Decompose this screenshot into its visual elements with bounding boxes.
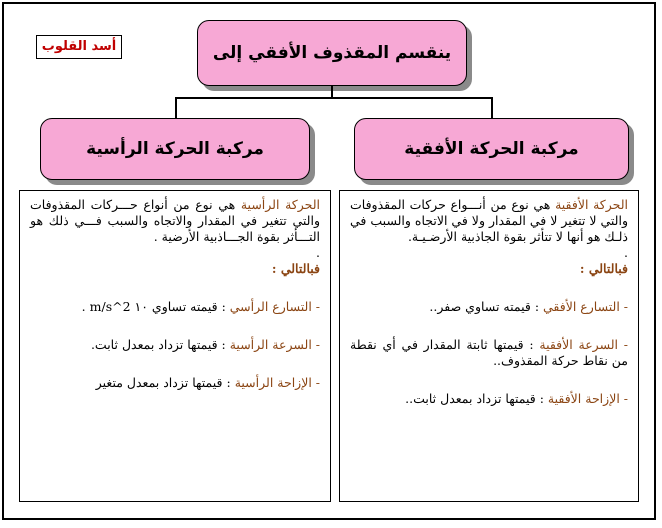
- vertical-motion-panel: [19, 190, 331, 502]
- vertical-item-term: - السرعة الرأسية: [229, 337, 320, 352]
- horizontal-heading: فبالتالي :: [579, 261, 628, 276]
- vertical-item-term: - التسارع الرأسي: [229, 299, 320, 314]
- vertical-item: [30, 375, 320, 391]
- vertical-item-term: - الإزاحة الرأسية: [234, 375, 320, 390]
- horizontal-intro-term: الحركة الأفقية: [555, 197, 628, 212]
- author-stamp: أسد القلوب: [36, 35, 122, 59]
- vertical-item-text: : قيمتها تزداد بمعدل متغير: [95, 375, 235, 390]
- horizontal-item: [350, 391, 628, 407]
- vertical-heading: فبالتالي :: [271, 261, 320, 276]
- vertical-dot: .: [316, 245, 320, 260]
- vertical-intro-term: الحركة الرأسية: [240, 197, 320, 212]
- horizontal-item-text: : قيمته تساوي صفر..: [429, 299, 543, 314]
- branch-vertical-motion: [40, 118, 310, 180]
- connector-vertical-right: [491, 97, 493, 118]
- vertical-item-text: : قيمتها تزداد بمعدل ثابت.: [90, 337, 230, 352]
- branch-right-label: مركبة الحركة الأفقية: [404, 139, 579, 159]
- branch-left-label: مركبة الحركة الرأسية: [86, 139, 264, 159]
- vertical-item: [30, 337, 320, 353]
- horizontal-motion-panel: [339, 190, 639, 502]
- horizontal-item-text: : قيمتها ثابتة المقدار في أي نقطة من نقاط حركة المقذوف..: [350, 337, 628, 368]
- root-label: ينقسم المقذوف الأفقي إلى: [212, 43, 452, 63]
- vertical-item: [30, 299, 320, 315]
- connector-horizontal: [175, 97, 492, 99]
- horizontal-dot: .: [624, 245, 628, 260]
- horizontal-item-term: - الإزاحة الأفقية: [547, 391, 628, 406]
- root-node: [197, 20, 467, 86]
- horizontal-intro-text: هي نوع من أنـــواع حركات المقذوفات والتي لا تتغير لا في المقدار ولا في الاتجاه والسبب في ذلـك هو أنها لا تتأثر بقوة الجاذبية الأرضـيـة.: [350, 197, 628, 244]
- branch-horizontal-motion: [354, 118, 629, 180]
- vertical-intro-text: هي نوع من أنواع حـــركات المقذوفات والتي تتغير في المقدار والاتجاه والسبب فـــي ذلك هو التـــأثر بقوة الجـــاذبية الأرضية .: [30, 197, 320, 244]
- vertical-intro: [30, 197, 320, 245]
- connector-vertical-left: [175, 97, 177, 118]
- vertical-item-text: : قيمته تساوي ١٠ m/s^2 .: [81, 299, 230, 314]
- horizontal-item-text: : قيمتها تزداد بمعدل ثابت..: [405, 391, 548, 406]
- horizontal-intro: [350, 197, 628, 245]
- horizontal-item: [350, 299, 628, 315]
- horizontal-item: [350, 337, 628, 369]
- horizontal-item-term: - التسارع الأفقي: [543, 299, 628, 314]
- horizontal-item-term: - السرعة الأفقية: [539, 337, 628, 352]
